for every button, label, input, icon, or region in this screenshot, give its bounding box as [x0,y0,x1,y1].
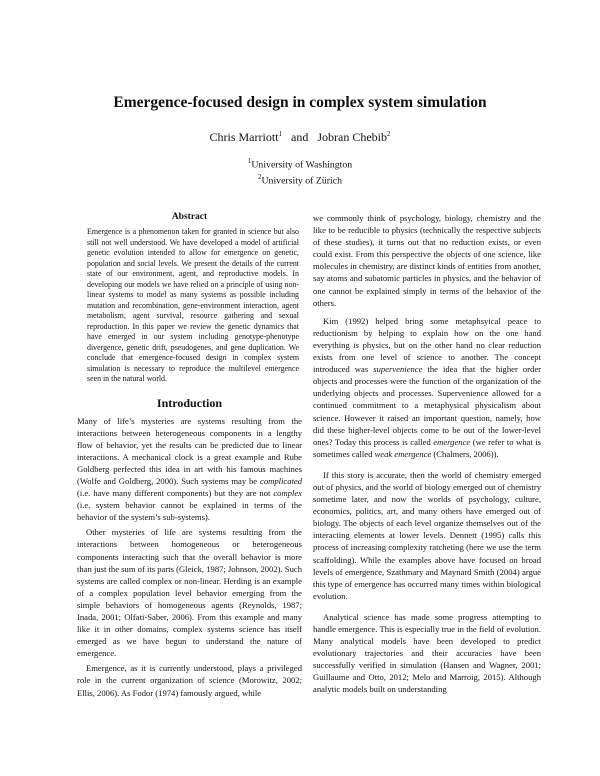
paragraph: Analytical science has made some progress attempting to handle emergence. This is especially true in the field of evolution. Many analytical models have been developed to predict evolutionary trajectories and their accuracies have been successfully verified in simulation (Hansen and Wagner, 2001; Guillaume and Otto, 2012; Melo and Marroig, 2015). Although analytic models built on understanding [313,611,541,695]
text-run: Kim (1992) helped bring some metaphsyical peace to reductionism by helping to explain how on the one hand everything [313,315,541,350]
emphasis: supervenience [373,364,423,375]
paper-title: Emergence-focused design in complex system simulation [113,94,487,111]
author-name: Jobran Chebib [317,130,387,144]
affiliation-mark: 2 [257,173,262,182]
paragraph: Other mysteries of life are systems resulting from the interactions between homogeneous or heterogeneous components interacting such that the overall behavior is more than just the sum of its parts (Gleick, 1987; Johnson, 2002). Such systems are called complex or non-linear. Herding is an example of a complex population level behavior emerging from the simple behaviors of homogeneous agents (Reynolds, 1987; Inada, 2001; Olfati-Saber, 2006). From this example and many like it in other domains, complex systems science has itself emerged as we have begun to understand the nature of emergence. [77,527,302,659]
paragraph: we commonly think of psychology, biology, chemistry and the like to be reducible to physics (technically the respective subjects of these studies), it turns out that no reduction exists, or even could exist. From this perspective the objects of one science, like molecules in chemistry, are distinct kinds of entities from another, say atoms and subatomic particles in physics, and the behavior of one cannot be explained simply in terms of the behavior of the others. [313,213,541,308]
emphasis: is [353,339,360,350]
right-column [313,212,541,696]
author-affiliation-mark: 1 [278,130,282,138]
affiliation-mark: 1 [247,157,252,165]
abstract-text: Emergence is a phenomenon taken for granted in science but also still not well understood. We have developed a model of artificial genetic evolution intended to allow for emergence on genetic, population and social levels. We present the details of the current state of our environment, agent, and reproductive models. In developing our models we have relied on a principle of using non-linear systems to model as many systems as possible including mutation and recombination, gene-environment interaction, agent metabolism, agent survival, resource gathering and sexual reproduction. In this paper we review the genetic dynamics that have emerged in our system including genotype-phenotype divergence, genetic drift, pseudogenes, and gene duplication. We conclude that emergence-focused design in complex system simulation is necessary to reproduce the multilevel emergence seen in the natural world. [87,227,299,383]
author-separator: and [291,130,309,144]
text-run: physics, but on the other hand no clear reduction exists from one level of science to another. The concept introduced was [313,339,541,375]
paragraph [77,415,302,524]
emphasis: complex [273,488,302,499]
emphasis: weak emergence [374,448,432,459]
paragraph: If this story is accurate, then the world of chemistry emerged out of physics, and the world of biology emerged out of chemistry sometime later, and now the worlds of psychology, culture, economics, politics, art, and many others have emerged out of biology. The objects of each level organize themselves out of the interacting elements at lower levels. Dennett (1995) calls this process of increasing complexity ratcheting (here we use the term scaffolding). While the examples above have focused on broad levels of emergence, Szathmary and Maynard Smith (2004) argue this type of emergence has occurred many times within biological evolution. [313,469,541,601]
affiliation-name: University of Zürich [261,175,343,187]
text-run: the idea that the higher order objects and processes were the function of the organization of the underlying objects and processes. Supervenience allowed for a continued commitment to a metaphysical physicalism about science. However it raised an important question, namely, how did these higher-level objects come to be out of the lower-level ones? Today this process is called [313,364,541,447]
section-heading-introduction: Introduction [156,395,223,410]
emphasis: emergence [433,436,471,447]
text-run: (i.e. system behavior cannot be explained in terms of the behavior of the system’s sub-systems). [77,500,302,523]
paragraph [313,315,541,460]
text-run: (Chalmers, 2006)). [431,448,499,459]
author-name: Chris Marriott [209,130,279,144]
affiliations [0,155,600,188]
author-line [0,130,600,145]
paragraph: Emergence, as it is currently understood, plays a privileged role in the current organization of science (Morowitz, 2002; Ellis, 2006). As Fodor (1974) famously argued, while [77,663,302,698]
affiliation-name: University of Washington [251,159,353,171]
emphasis: complicated [260,475,302,486]
text-run: (we refer to what is sometimes called [313,436,541,459]
affiliation [0,155,600,171]
abstract-heading: Abstract [171,212,208,222]
text-run: Many of life’s mysteries are systems resulting from the interactions between heterogeneous components in a lengthy flow of behavior, yet the results can be predicted due to linear interactions. A mechanical clock is a great example and Rube Goldberg perfected this idea in art with his famous machines (Wolfe and Goldberg, 2000). Such systems may be [77,415,302,486]
affiliation [0,171,600,187]
text-run: (i.e. have many different components) but they are not [77,488,274,499]
author-affiliation-mark: 2 [386,130,391,138]
left-column [77,212,302,699]
